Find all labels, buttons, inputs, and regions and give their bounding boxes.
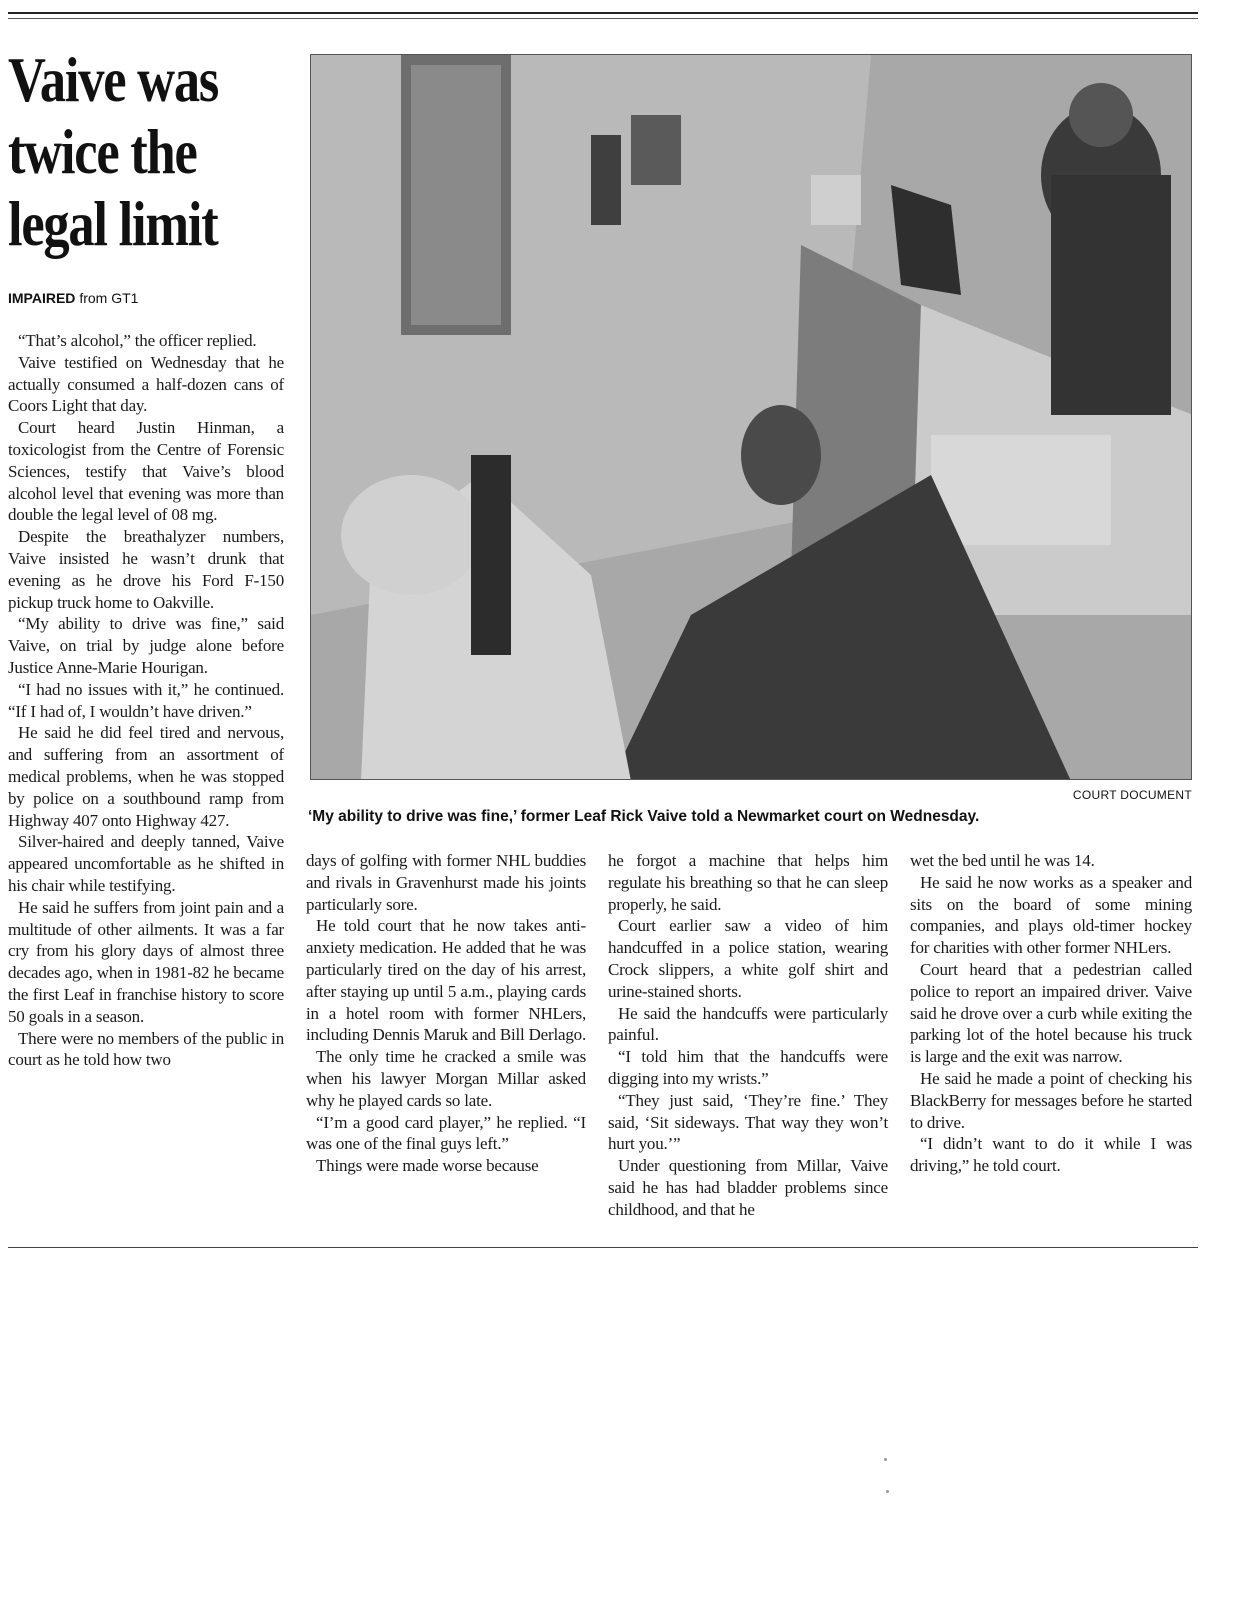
article-column-2 — [306, 850, 586, 1177]
paragraph: Things were made worse because — [316, 1156, 539, 1176]
paragraph: Court earlier saw a video of him handcuffed in a police station, wearing Crock slippers, a white golf shirt and urine-stained shorts. — [608, 916, 888, 1001]
scan-speck — [884, 1458, 887, 1461]
paragraph: Despite the breathalyzer numbers, Vaive insisted he wasn’t drunk that evening as he drove his Ford F-150 pickup truck home to Oakville. — [8, 527, 284, 612]
paragraph: “That’s alcohol,” the officer replied. — [18, 331, 257, 350]
article-column-1 — [8, 330, 284, 1071]
paragraph: Silver-haired and deeply tanned, Vaive appeared uncomfortable as he shifted in his chair while testifying. — [8, 832, 284, 895]
headline — [8, 44, 254, 260]
scan-speck — [886, 1490, 889, 1493]
photo-credit: COURT DOCUMENT — [1072, 788, 1192, 802]
paragraph: “I told him that the handcuffs were digging into my wrists.” — [608, 1047, 888, 1088]
paragraph: Court heard Justin Hinman, a toxicologist from the Centre of Forensic Sciences, testify that Vaive’s blood alcohol level that evening was more than double the legal level of 08 mg. — [8, 418, 284, 525]
paragraph-continued: he forgot a machine that helps him regulate his breathing so that he can sleep properly, he said. — [608, 851, 888, 914]
paragraph-continued: days of golfing with former NHL buddies and rivals in Gravenhurst made his joints particularly sore. — [306, 851, 586, 914]
jump-label: IMPAIRED — [8, 290, 76, 306]
paragraph: “I didn’t want to do it while I was driving,” he told court. — [910, 1134, 1192, 1176]
paragraph: The only time he cracked a smile was when his lawyer Morgan Millar asked why he played cards so late. — [306, 1047, 586, 1110]
court-video-photo — [310, 54, 1192, 780]
photo-illustration — [311, 55, 1192, 780]
paragraph: He said he now works as a speaker and sits on the board of some mining companies, and plays old-timer hockey for charities with other former NHLers. — [910, 872, 1192, 958]
paragraph: Under questioning from Millar, Vaive said he has had bladder problems since childhood, and that he — [608, 1156, 888, 1219]
paragraph: “They just said, ‘They’re fine.’ They said, ‘Sit sideways. That way they won’t hurt you.’” — [608, 1090, 888, 1154]
paragraph: He told court that he now takes anti-anxiety medication. He added that he was particularly tired on the day of his arrest, after staying up until 5 a.m., playing cards in a hotel room with former NHLers, including Dennis Maruk and Bill Derlago. — [306, 916, 587, 1045]
article-column-4 — [910, 850, 1192, 1177]
paragraph: “I’m a good card player,” he replied. “I was one of the final guys left.” — [306, 1112, 586, 1154]
jump-line — [8, 290, 138, 306]
paragraph-continued: wet the bed until he was 14. — [910, 851, 1095, 870]
headline-line-1: Vaive was — [8, 44, 219, 115]
paragraph: “My ability to drive was fine,” said Vaive, on trial by judge alone before Justice Anne-Marie Hourigan. — [8, 614, 284, 677]
headline-line-3: legal limit — [8, 188, 218, 259]
article-column-3 — [608, 850, 888, 1221]
paragraph: “I had no issues with it,” he continued. “If I had of, I wouldn’t have driven.” — [8, 679, 284, 721]
paragraph: There were no members of the public in court as he told how two — [8, 1028, 284, 1070]
paragraph: He said he made a point of checking his BlackBerry for messages before he started to drive. — [910, 1068, 1192, 1132]
paragraph: Court heard that a pedestrian called police to report an impaired driver. Vaive said he drove over a curb while exiting the parking lot of the hotel because his truck is large and the exit was narrow. — [910, 959, 1192, 1067]
photo-caption: ‘My ability to drive was fine,’ former Leaf Rick Vaive told a Newmarket court on Wednesday. — [308, 808, 980, 825]
paragraph: He said he did feel tired and nervous, and suffering from an assortment of medical problems, when he was stopped by police on a southbound ramp from Highway 407 onto Highway 427. — [8, 723, 284, 830]
paragraph: He said he suffers from joint pain and a multitude of other ailments. It was a far cry from his glory days of almost three decades ago, when in 1981-82 he became the first Leaf in franchise history to score 50 goals in a season. — [8, 897, 284, 1026]
bottom-rule — [8, 1247, 1198, 1248]
headline-line-2: twice the — [8, 116, 197, 187]
paragraph: He said the handcuffs were particularly painful. — [608, 1003, 888, 1045]
jump-from: from GT1 — [79, 290, 139, 306]
top-rule-thin — [8, 18, 1198, 19]
paragraph: Vaive testified on Wednesday that he actually consumed a half-dozen cans of Coors Light that day. — [8, 352, 284, 416]
top-rule — [8, 12, 1198, 14]
